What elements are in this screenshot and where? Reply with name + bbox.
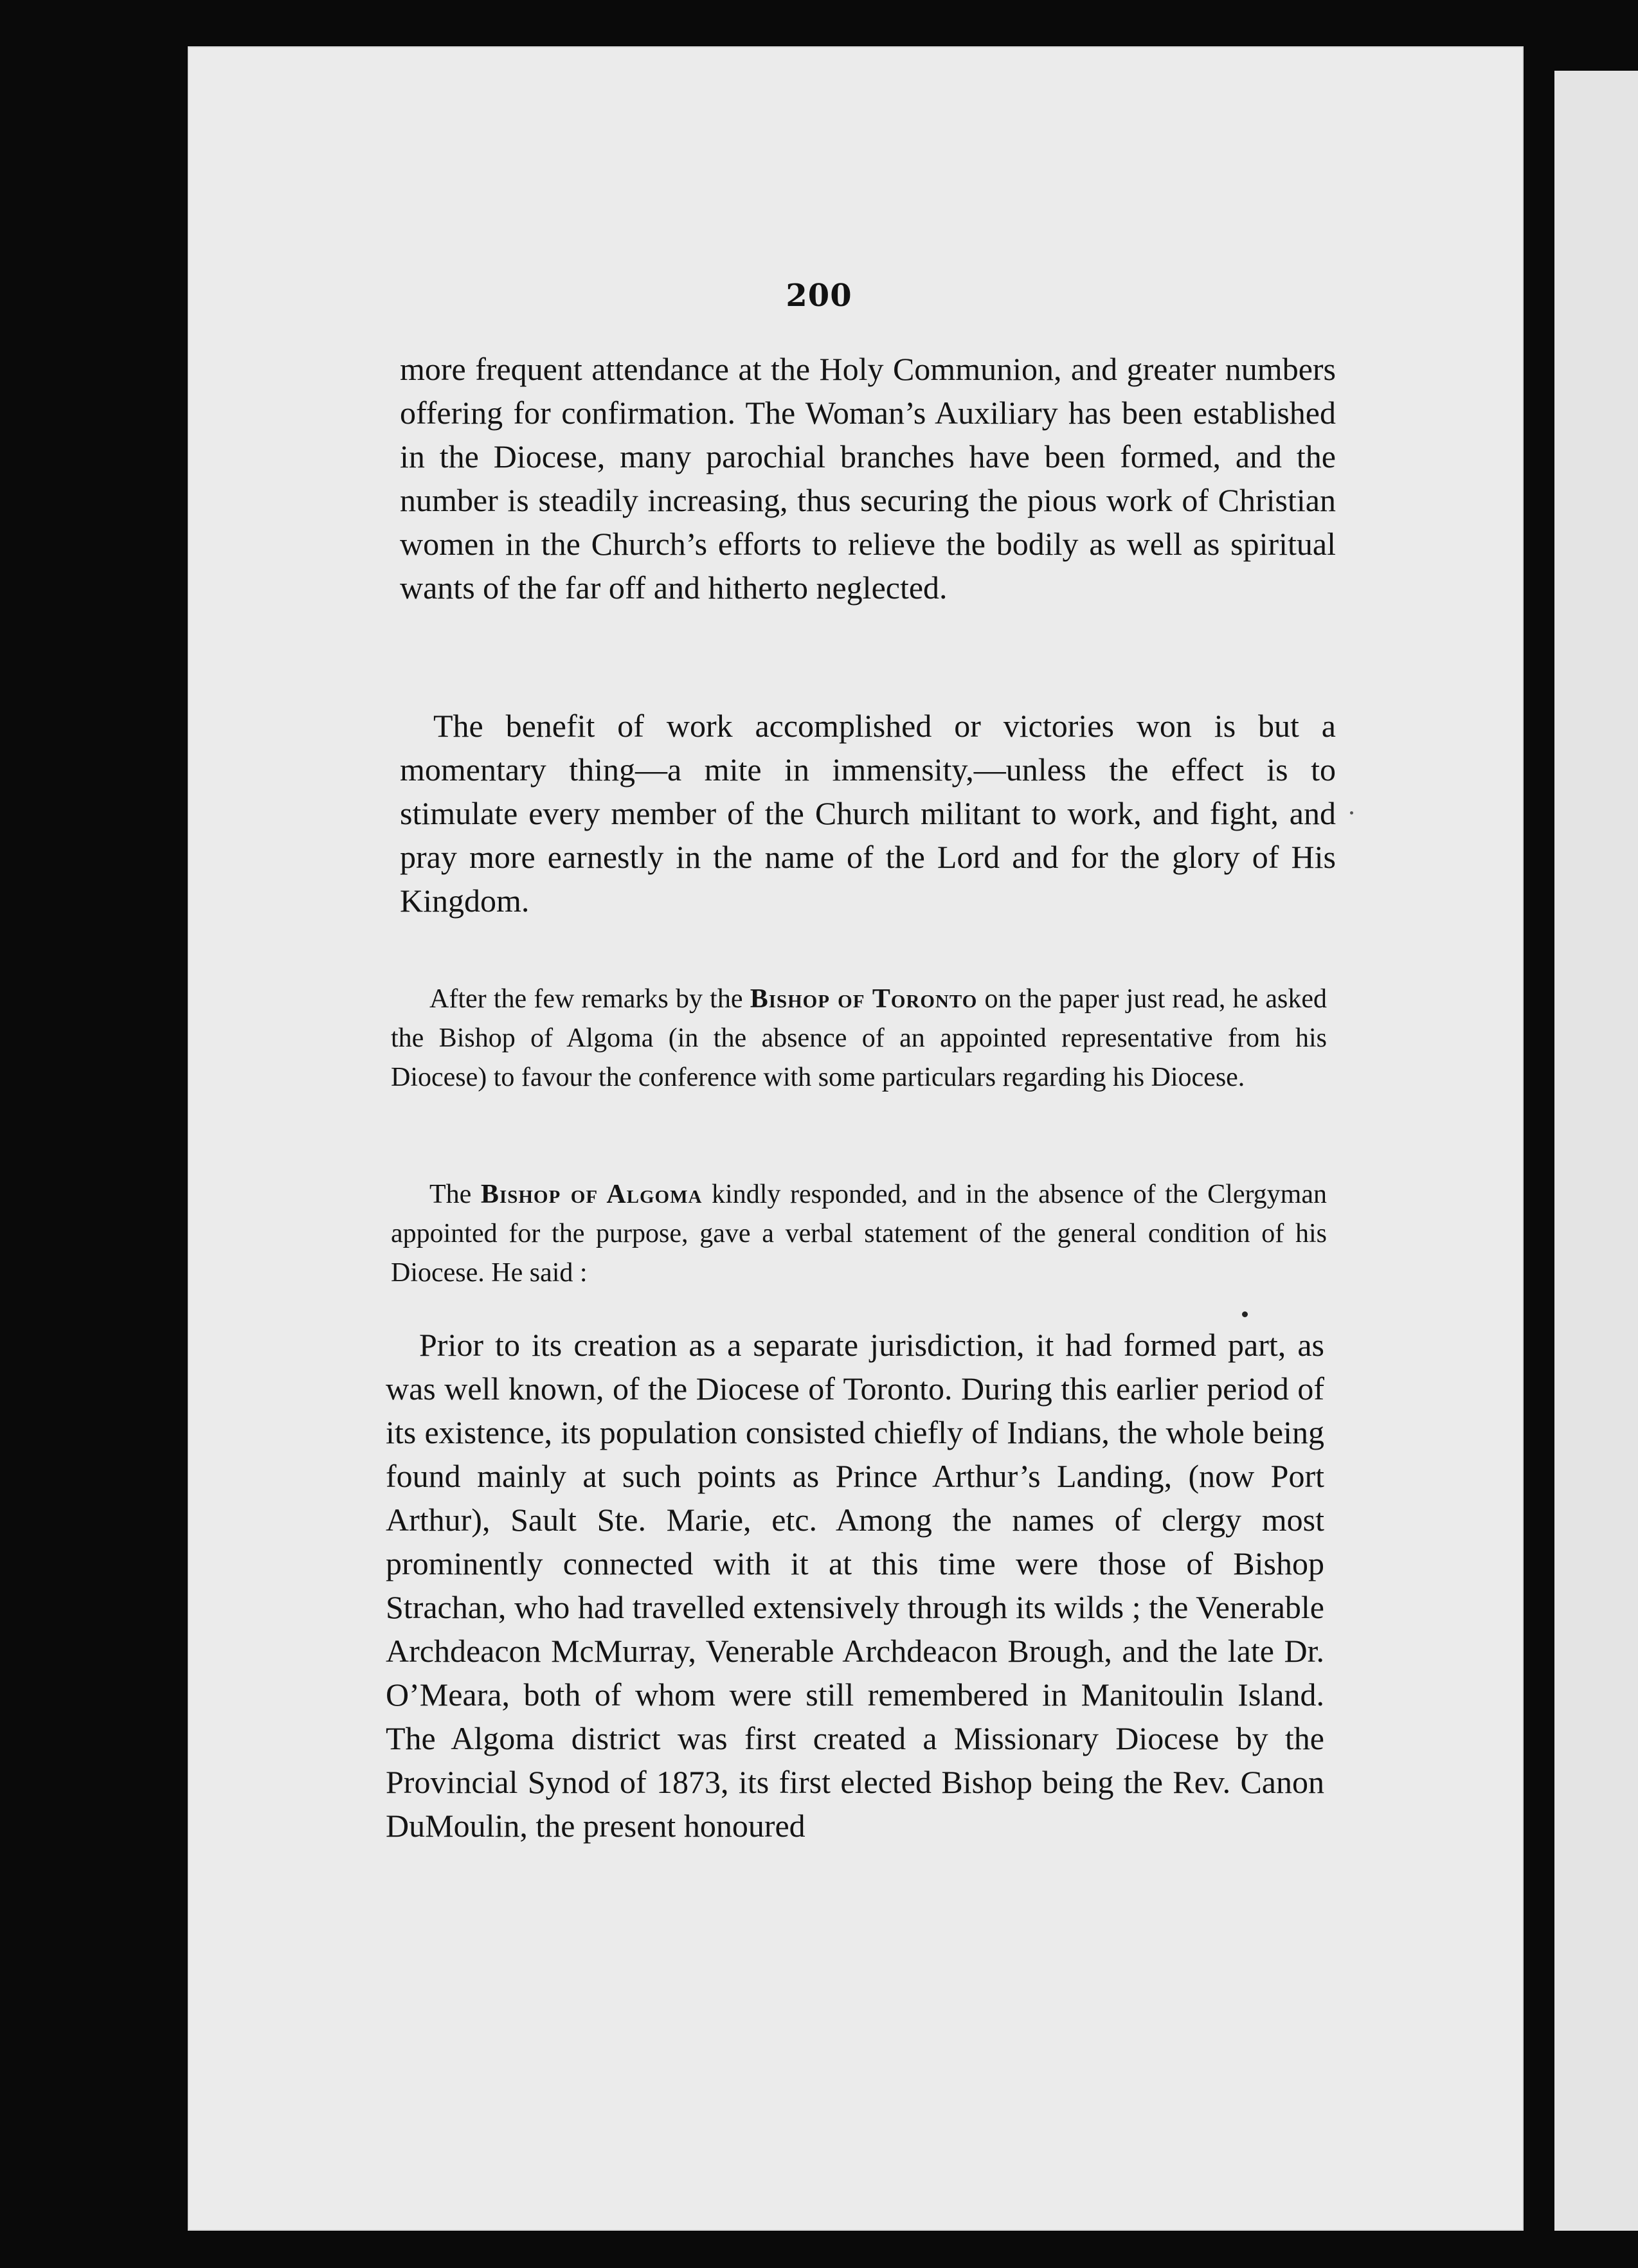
paragraph-continuation (400, 347, 1445, 609)
paragraph-algoma-history (386, 1323, 1324, 1848)
text-run: After the few remarks by the (429, 984, 750, 1014)
paragraph-benefit (400, 704, 1336, 923)
text-run: The (429, 1180, 481, 1209)
paragraph-text: more frequent attendance at the Holy Communion, and greater numbers offering for confirmation. The Woman’s Auxiliary has been established in the Diocese, many parochial branches have been formed, and the number is steadily increasing, thus securing the pious work of Christian women in the Church’s efforts to relieve the bodily as well as spiritual wants of the far off and hitherto neglected. (400, 351, 1336, 606)
paragraph-text (391, 980, 1327, 1097)
text-run: kindly responded, and in the absence of the Clergyman appointed for the purpose, gave a verbal statement of the general condition of his Diocese. He said : (391, 1180, 1327, 1288)
adjacent-page-edge (1554, 71, 1638, 2231)
paragraph-text: Prior to its creation as a separate jurisdiction, it had formed part, as was well known, of the Diocese of Toronto. During this earlier period of its existence, its population consisted chiefly of Indians, the whole being found mainly at such points as Prince Arthur’s Landing, (now Port Arthur), Sault Ste. Marie, etc. Among the names of clergy most prominently connected with it at this time were those of Bishop Strachan, who had travelled extensively through its wilds ; the Venerable Archdeacon McMurray, Venerable Archdeacon Brough, and the late Dr. O’Meara, both of whom were still remembered in Manitoulin Island. The Algoma district was first created a Missionary Diocese by the Provincial Synod of 1873, its first elected Bishop being the Rev. Canon DuMoulin, the present honoured (386, 1327, 1324, 1844)
paragraph-text (391, 1175, 1327, 1293)
bishop-name: Bishop of Algoma (480, 1180, 703, 1209)
paragraph-toronto-remarks (391, 980, 1327, 1097)
bishop-name: Bishop of Toronto (750, 984, 978, 1014)
scan-speck (1242, 1311, 1248, 1317)
text-run: on the paper just read, he asked the Bishop of Algoma (in the absence of an appointed representative from his Diocese) to favour the conference with some particulars regarding his Diocese. (391, 984, 1327, 1092)
scan-speck (1350, 811, 1353, 815)
page-number: 200 (786, 278, 852, 314)
paragraph-algoma-response (391, 1175, 1327, 1293)
paragraph-text: The benefit of work accomplished or victories won is but a momentary thing—a mite in immensity,—unless the effect is to stimulate every member of the Church militant to work, and fight, and pray more earnestly in the name of the Lord and for the glory of His Kingdom. (400, 708, 1336, 919)
